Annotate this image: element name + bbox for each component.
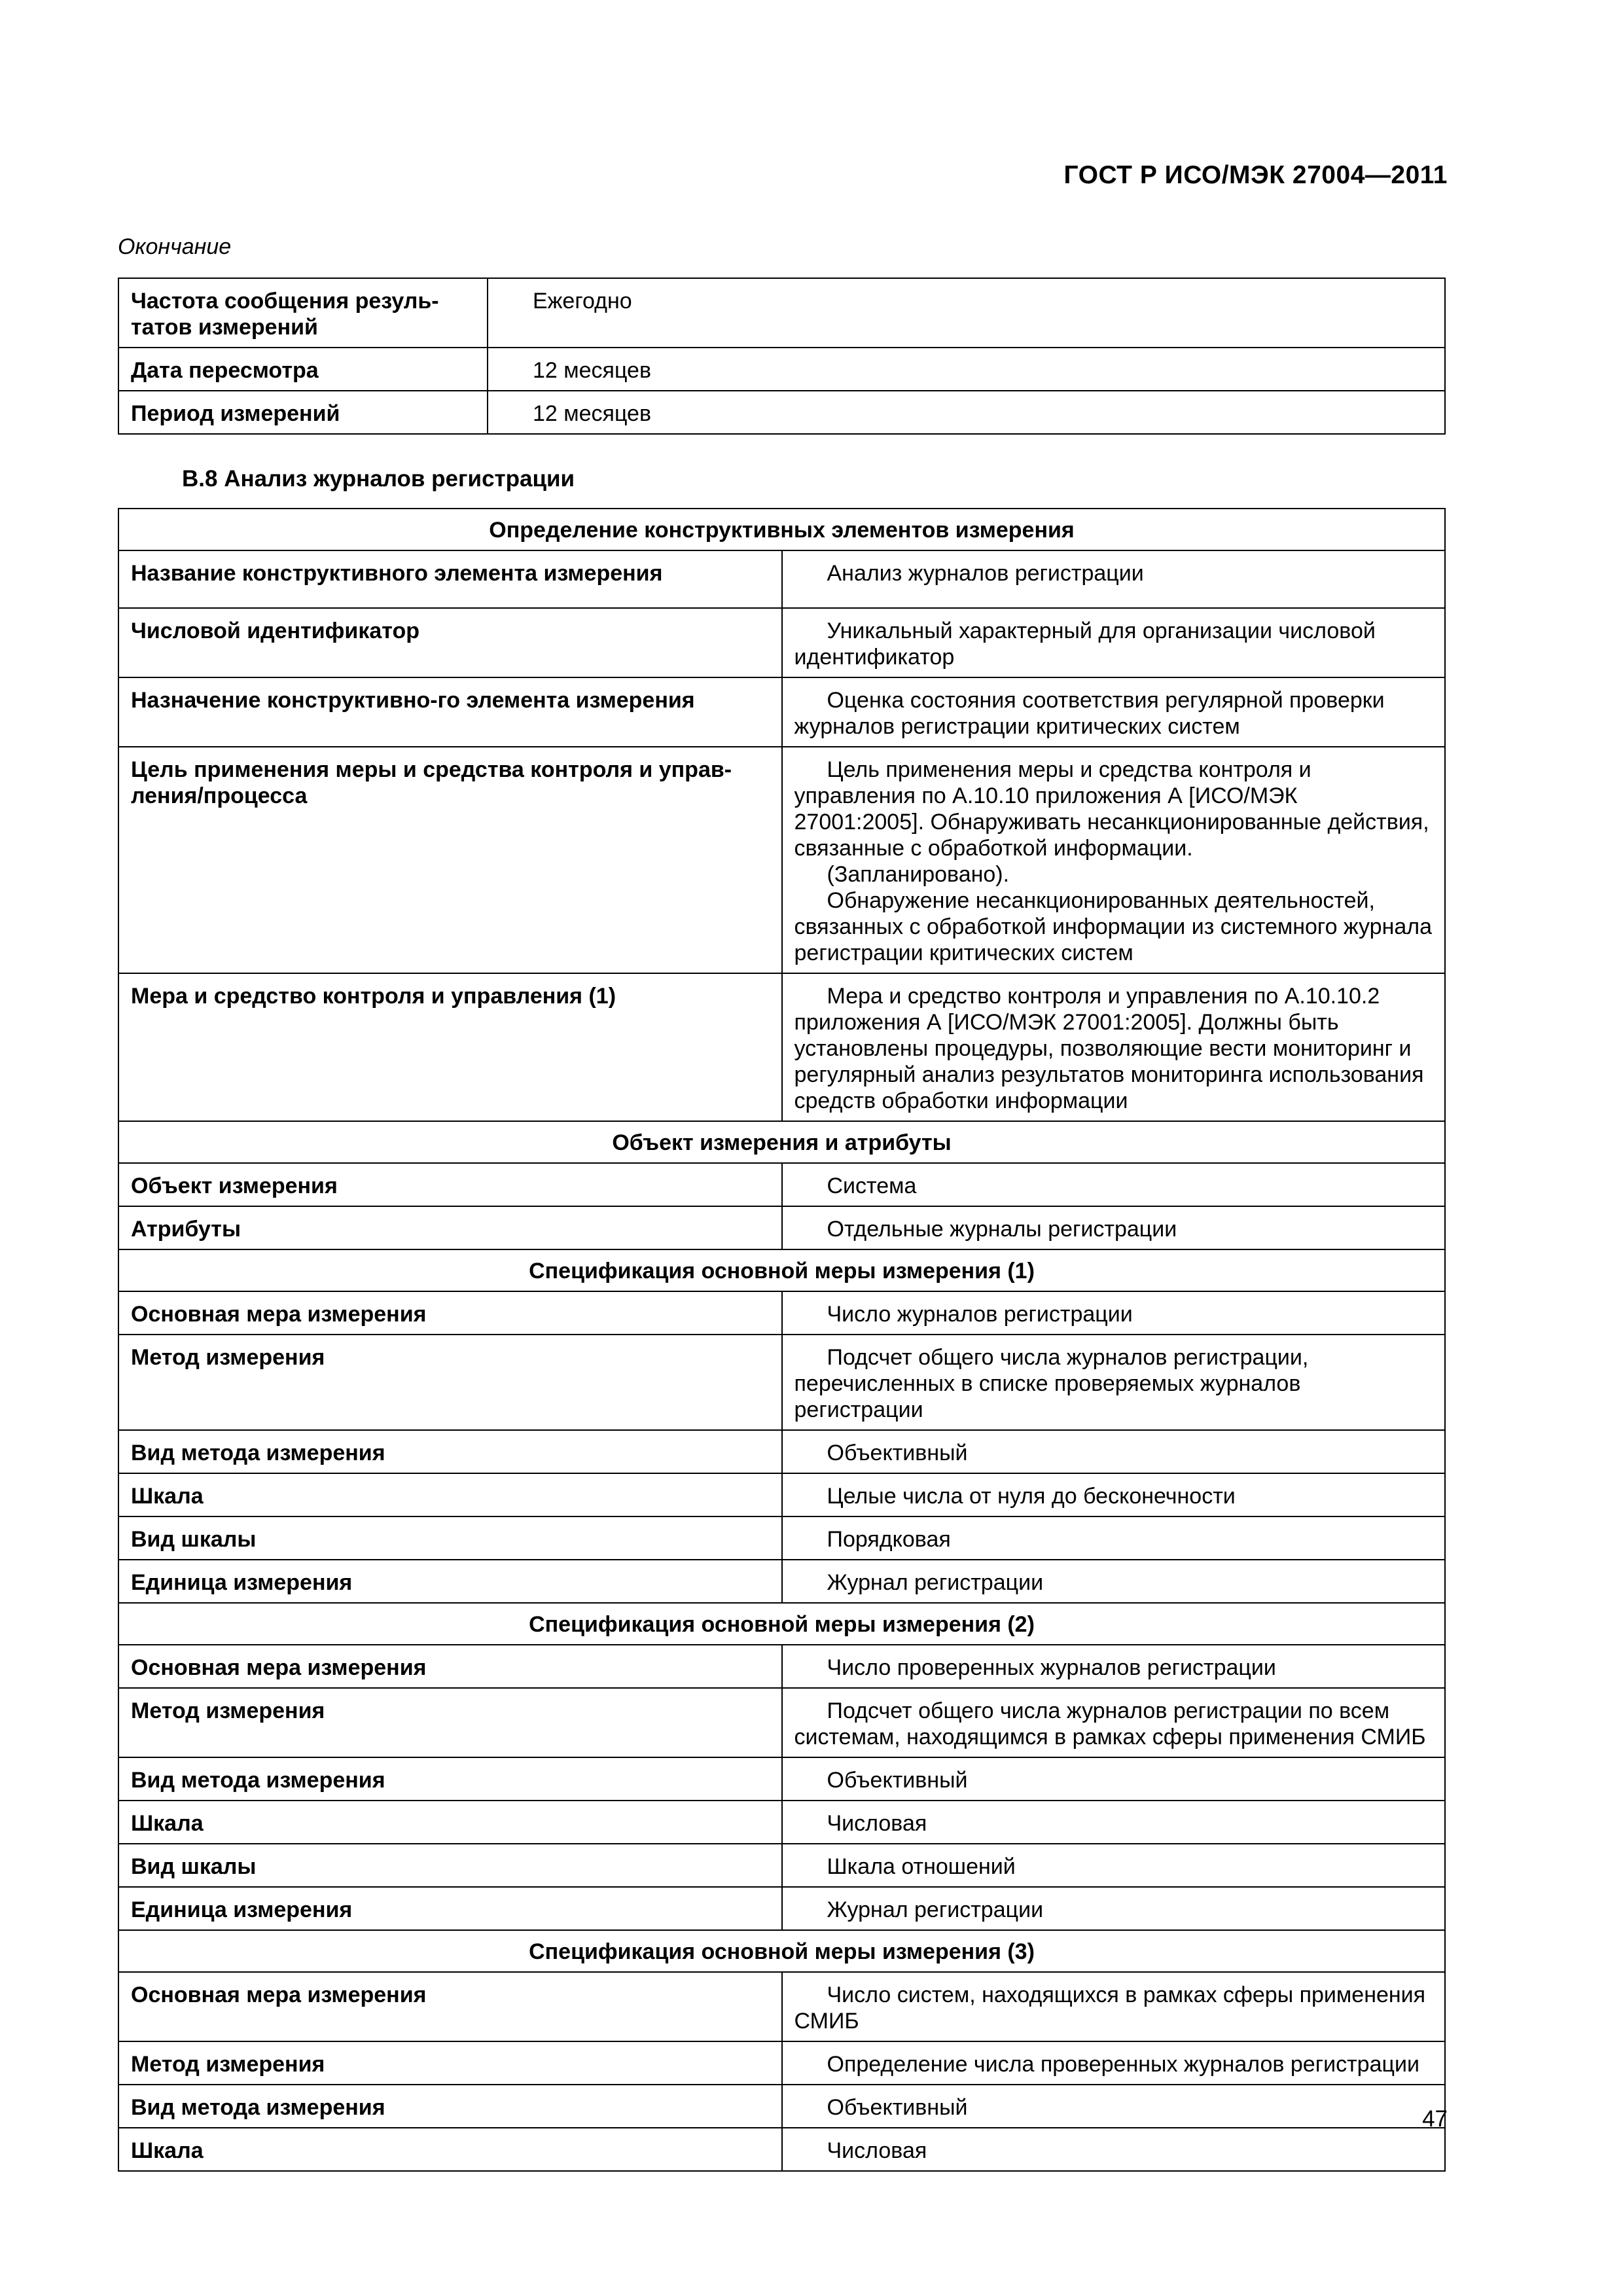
row-key: Шкала [118, 1473, 782, 1516]
row-value: Оценка состояния соответствия регулярной проверки журналов регистрации критических систем [782, 677, 1446, 747]
table-row [118, 2041, 1445, 2085]
section-header: Спецификация основной меры измерения (1) [118, 1249, 1445, 1291]
row-key: Основная мера измерения [118, 1972, 782, 2041]
section-header: Спецификация основной меры измерения (2) [118, 1603, 1445, 1645]
row-key: Вид метода измерения [118, 1757, 782, 1801]
row-key: Метод измерения [118, 1335, 782, 1430]
row-value-part: Обнаружение несанкционированных деятельностей, связанных с обработкой информации из системного журнала регистрации критических систем [794, 888, 1433, 965]
table-row [118, 391, 1445, 434]
row-value: 12 месяцев [488, 348, 1445, 391]
row-value: Число систем, находящихся в рамках сферы применения СМИБ [782, 1972, 1446, 2041]
row-key: Вид шкалы [118, 1516, 782, 1560]
table-row [118, 1645, 1445, 1688]
table-row [118, 1335, 1445, 1430]
table-row [118, 1972, 1445, 2041]
row-value: Объективный [782, 1430, 1446, 1473]
row-key: Метод измерения [118, 2041, 782, 2085]
row-value: Ежегодно [488, 278, 1445, 348]
row-value: Шкала отношений [782, 1844, 1446, 1887]
row-key: Вид шкалы [118, 1844, 782, 1887]
row-key: Метод измерения [118, 1688, 782, 1757]
row-value: 12 месяцев [488, 391, 1445, 434]
row-value: Определение числа проверенных журналов регистрации [782, 2041, 1446, 2085]
section-header: Спецификация основной меры измерения (3) [118, 1930, 1445, 1972]
row-key: Основная мера измерения [118, 1645, 782, 1688]
table-row [118, 973, 1445, 1121]
table-row [118, 2128, 1445, 2171]
section-title: B.8 Анализ журналов регистрации [182, 466, 575, 492]
row-value: Число журналов регистрации [782, 1291, 1446, 1335]
table-row [118, 677, 1445, 747]
row-value: Объективный [782, 1757, 1446, 1801]
document-code: ГОСТ Р ИСО/МЭК 27004—2011 [1063, 161, 1448, 189]
row-key: Основная мера измерения [118, 1291, 782, 1335]
row-value: Объективный [782, 2085, 1446, 2128]
table-row [118, 747, 1445, 973]
row-key: Объект измерения [118, 1163, 782, 1206]
row-key: Название конструктивного элемента измерения [118, 550, 782, 608]
row-value: Подсчет общего числа журналов регистрации по всем системам, находящимся в рамках сферы применения СМИБ [782, 1688, 1446, 1757]
row-value: Порядковая [782, 1516, 1446, 1560]
row-key: Единица измерения [118, 1887, 782, 1930]
row-value: Число проверенных журналов регистрации [782, 1645, 1446, 1688]
row-value: Мера и средство контроля и управления по А.10.10.2 приложения А [ИСО/МЭК 27001:2005]. Должны быть установлены процедуры, позволяющие вести мониторинг и регулярный анализ результатов мониторинга использования средств обработки информации [782, 973, 1446, 1121]
row-value: Уникальный характерный для организации числовой идентификатор [782, 608, 1446, 677]
row-key: Дата пересмотра [118, 348, 488, 391]
row-key: Числовой идентификатор [118, 608, 782, 677]
table-row [118, 348, 1445, 391]
table-row [118, 1757, 1445, 1801]
table-row [118, 1801, 1445, 1844]
table-row [118, 2085, 1445, 2128]
row-key: Мера и средство контроля и управления (1) [118, 973, 782, 1121]
table-row [118, 1688, 1445, 1757]
section-header-row [118, 1249, 1445, 1291]
row-value: Целые числа от нуля до бесконечности [782, 1473, 1446, 1516]
table-row [118, 550, 1445, 608]
table-row [118, 1291, 1445, 1335]
table-row [118, 1473, 1445, 1516]
row-key: Шкала [118, 1801, 782, 1844]
section-header-row [118, 509, 1445, 550]
row-key: Частота сообщения резуль- татов измерений [118, 278, 488, 348]
row-value: Подсчет общего числа журналов регистрации, перечисленных в списке проверяемых журналов регистрации [782, 1335, 1446, 1430]
table-continuation-caption: Окончание [118, 234, 232, 259]
section-header: Определение конструктивных элементов измерения [118, 509, 1445, 550]
row-value-part: (Запланировано). [827, 862, 1010, 887]
row-value [782, 747, 1446, 973]
row-value: Отдельные журналы регистрации [782, 1206, 1446, 1249]
section-header-row [118, 1603, 1445, 1645]
table-row [118, 1844, 1445, 1887]
table-row [118, 608, 1445, 677]
row-value: Числовая [782, 2128, 1446, 2171]
main-table [118, 508, 1446, 2172]
row-key: Вид метода измерения [118, 2085, 782, 2128]
section-header-row [118, 1121, 1445, 1163]
row-value: Журнал регистрации [782, 1560, 1446, 1603]
section-header-row [118, 1930, 1445, 1972]
table-row [118, 1430, 1445, 1473]
top-table [118, 278, 1446, 435]
table-row [118, 1163, 1445, 1206]
row-key: Единица измерения [118, 1560, 782, 1603]
table-row [118, 1206, 1445, 1249]
row-key: Атрибуты [118, 1206, 782, 1249]
table-row [118, 1887, 1445, 1930]
row-value-part: Цель применения меры и средства контроля и управления по А.10.10 приложения А [ИСО/МЭК 27001:2005]. Обнаруживать несанкционированные действия, связанные с обработкой информации. [794, 757, 1429, 861]
row-key: Вид метода измерения [118, 1430, 782, 1473]
row-key: Шкала [118, 2128, 782, 2171]
table-row [118, 278, 1445, 348]
row-value: Система [782, 1163, 1446, 1206]
row-key: Период измерений [118, 391, 488, 434]
row-value: Журнал регистрации [782, 1887, 1446, 1930]
row-key: Назначение конструктивно-го элемента измерения [118, 677, 782, 747]
section-header: Объект измерения и атрибуты [118, 1121, 1445, 1163]
page-number: 47 [1422, 2106, 1448, 2132]
row-key: Цель применения меры и средства контроля и управ-ления/процесса [118, 747, 782, 973]
table-row [118, 1560, 1445, 1603]
row-value: Анализ журналов регистрации [782, 550, 1446, 608]
row-value: Числовая [782, 1801, 1446, 1844]
table-row [118, 1516, 1445, 1560]
